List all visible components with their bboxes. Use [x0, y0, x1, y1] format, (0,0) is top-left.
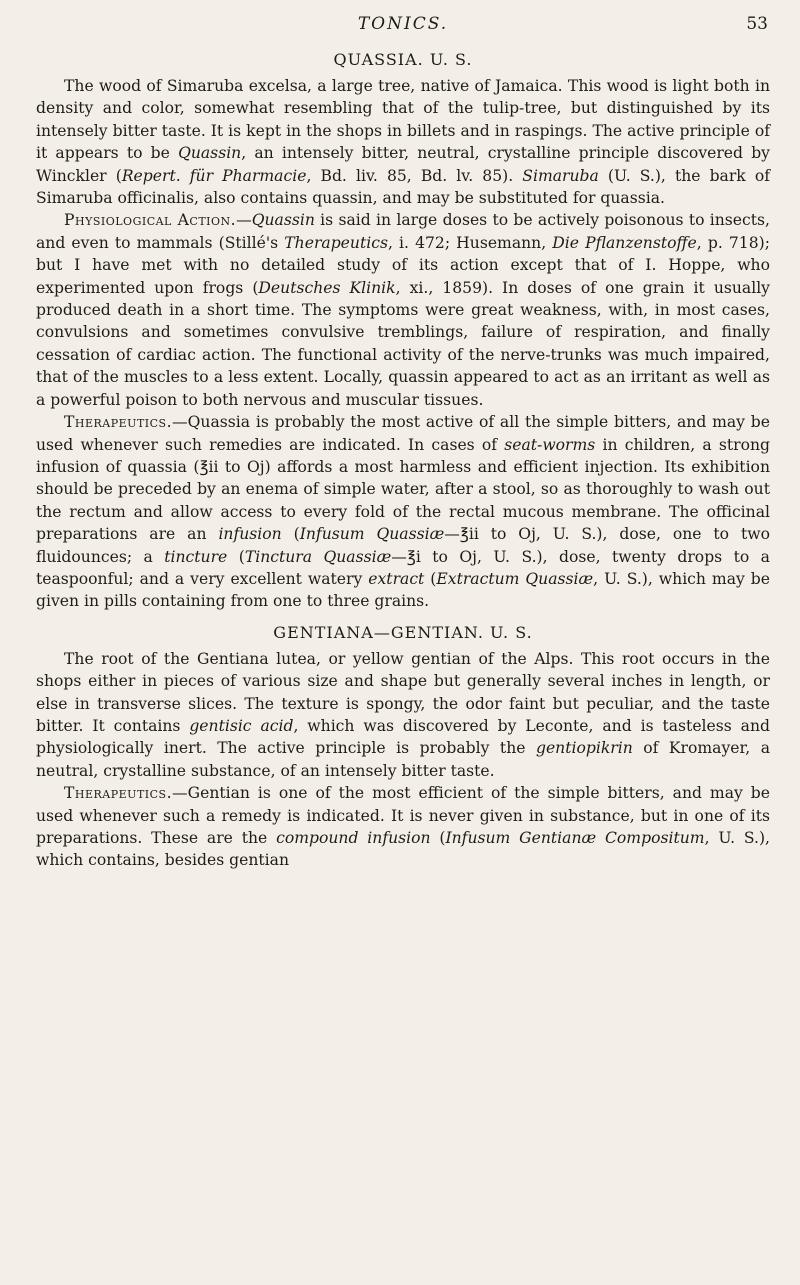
- page-number: 53: [746, 14, 768, 34]
- running-title: TONICS.: [357, 14, 449, 34]
- paragraph-quassia-description: The wood of Simaruba excelsa, a large tree, native of Jamaica. This wood is light both in density and color, somewhat resembling that of the tulip-tree, but distinguished by its intensely bitter taste. It is kept in the shops in billets and in raspings. The active principle of it appears to be Quassin, an intensely bitter, neutral, crystalline principle discovered by Winckler (Repert. für Pharmacie, Bd. liv. 85, Bd. lv. 85). Simaruba (U. S.), the bark of Simaruba officinalis, also contains quassin, and may be substituted for quassia.: [36, 77, 770, 208]
- running-head: [36, 10, 770, 50]
- paragraph-quassia-therapeutics: Therapeutics.—Quassia is probably the most active of all the simple bitters, and may be used whenever such remedies are indicated. In cases of seat-worms in children, a strong infusion of quassia (℥ii to Oj) affords a most harmless and efficient injection. Its exhibition should be preceded by an enema of simple water, after a stool, so as thoroughly to wash out the rectum and allow access to every fold of the rectal mucous membrane. The officinal preparations are an infusion (Infusum Quassiæ—℥ii to Oj, U. S.), dose, one to two fluidounces; a tincture (Tinctura Quassiæ—℥i to Oj, U. S.), dose, twenty drops to a teaspoonful; and a very excellent watery extract (Extractum Quassiæ, U. S.), which may be given in pills containing from one to three grains.: [36, 413, 770, 611]
- paragraph-quassia-physiological-action: Physiological Action.—Quassin is said in large doses to be actively poisonous to insects, and even to mammals (Stillé's Therapeutics, i. 472; Husemann, Die Pflanzenstoffe, p. 718); but I have met with no detailed study of its action except that of I. Hoppe, who experimented upon frogs (Deutsches Klinik, xi., 1859). In doses of one grain it usually produced death in a short time. The symptoms were great weakness, with, in most cases, convulsions and sometimes convulsive tremblings, failure of respiration, and finally cessation of cardiac action. The functional activity of the nerve-trunks was much impaired, that of the muscles to a less extent. Locally, quassin appeared to act as an irritant as well as a powerful poison to both nervous and muscular tissues.: [36, 211, 770, 409]
- run-in-heading: Therapeutics.: [64, 413, 173, 432]
- section-heading-quassia: QUASSIA. U. S.: [333, 50, 473, 69]
- run-in-heading: Therapeutics.: [64, 784, 173, 803]
- run-in-heading: Physiological Action.: [64, 211, 237, 230]
- section-heading-gentiana: GENTIANA—GENTIAN. U. S.: [273, 622, 533, 642]
- paragraph-gentiana-description: The root of the Gentiana lutea, or yellow gentian of the Alps. This root occurs in the shops either in pieces of various size and shape but generally several inches in length, or else in transverse slices. The texture is spongy, the odor faint but peculiar, and the taste bitter. It contains gentisic acid, which was discovered by Leconte, and is tasteless and physiologically inert. The active principle is probably the gentiopikrin of Kromayer, a neutral, crystalline substance, of an intensely bitter taste.: [36, 649, 770, 780]
- paragraph-gentiana-therapeutics: Therapeutics.—Gentian is one of the most efficient of the simple bitters, and may be used whenever such a remedy is indicated. It is never given in substance, but in one of its preparations. These are the compound infusion (Infusum Gentianæ Compositum, U. S.), which contains, besides gentian: [36, 784, 770, 870]
